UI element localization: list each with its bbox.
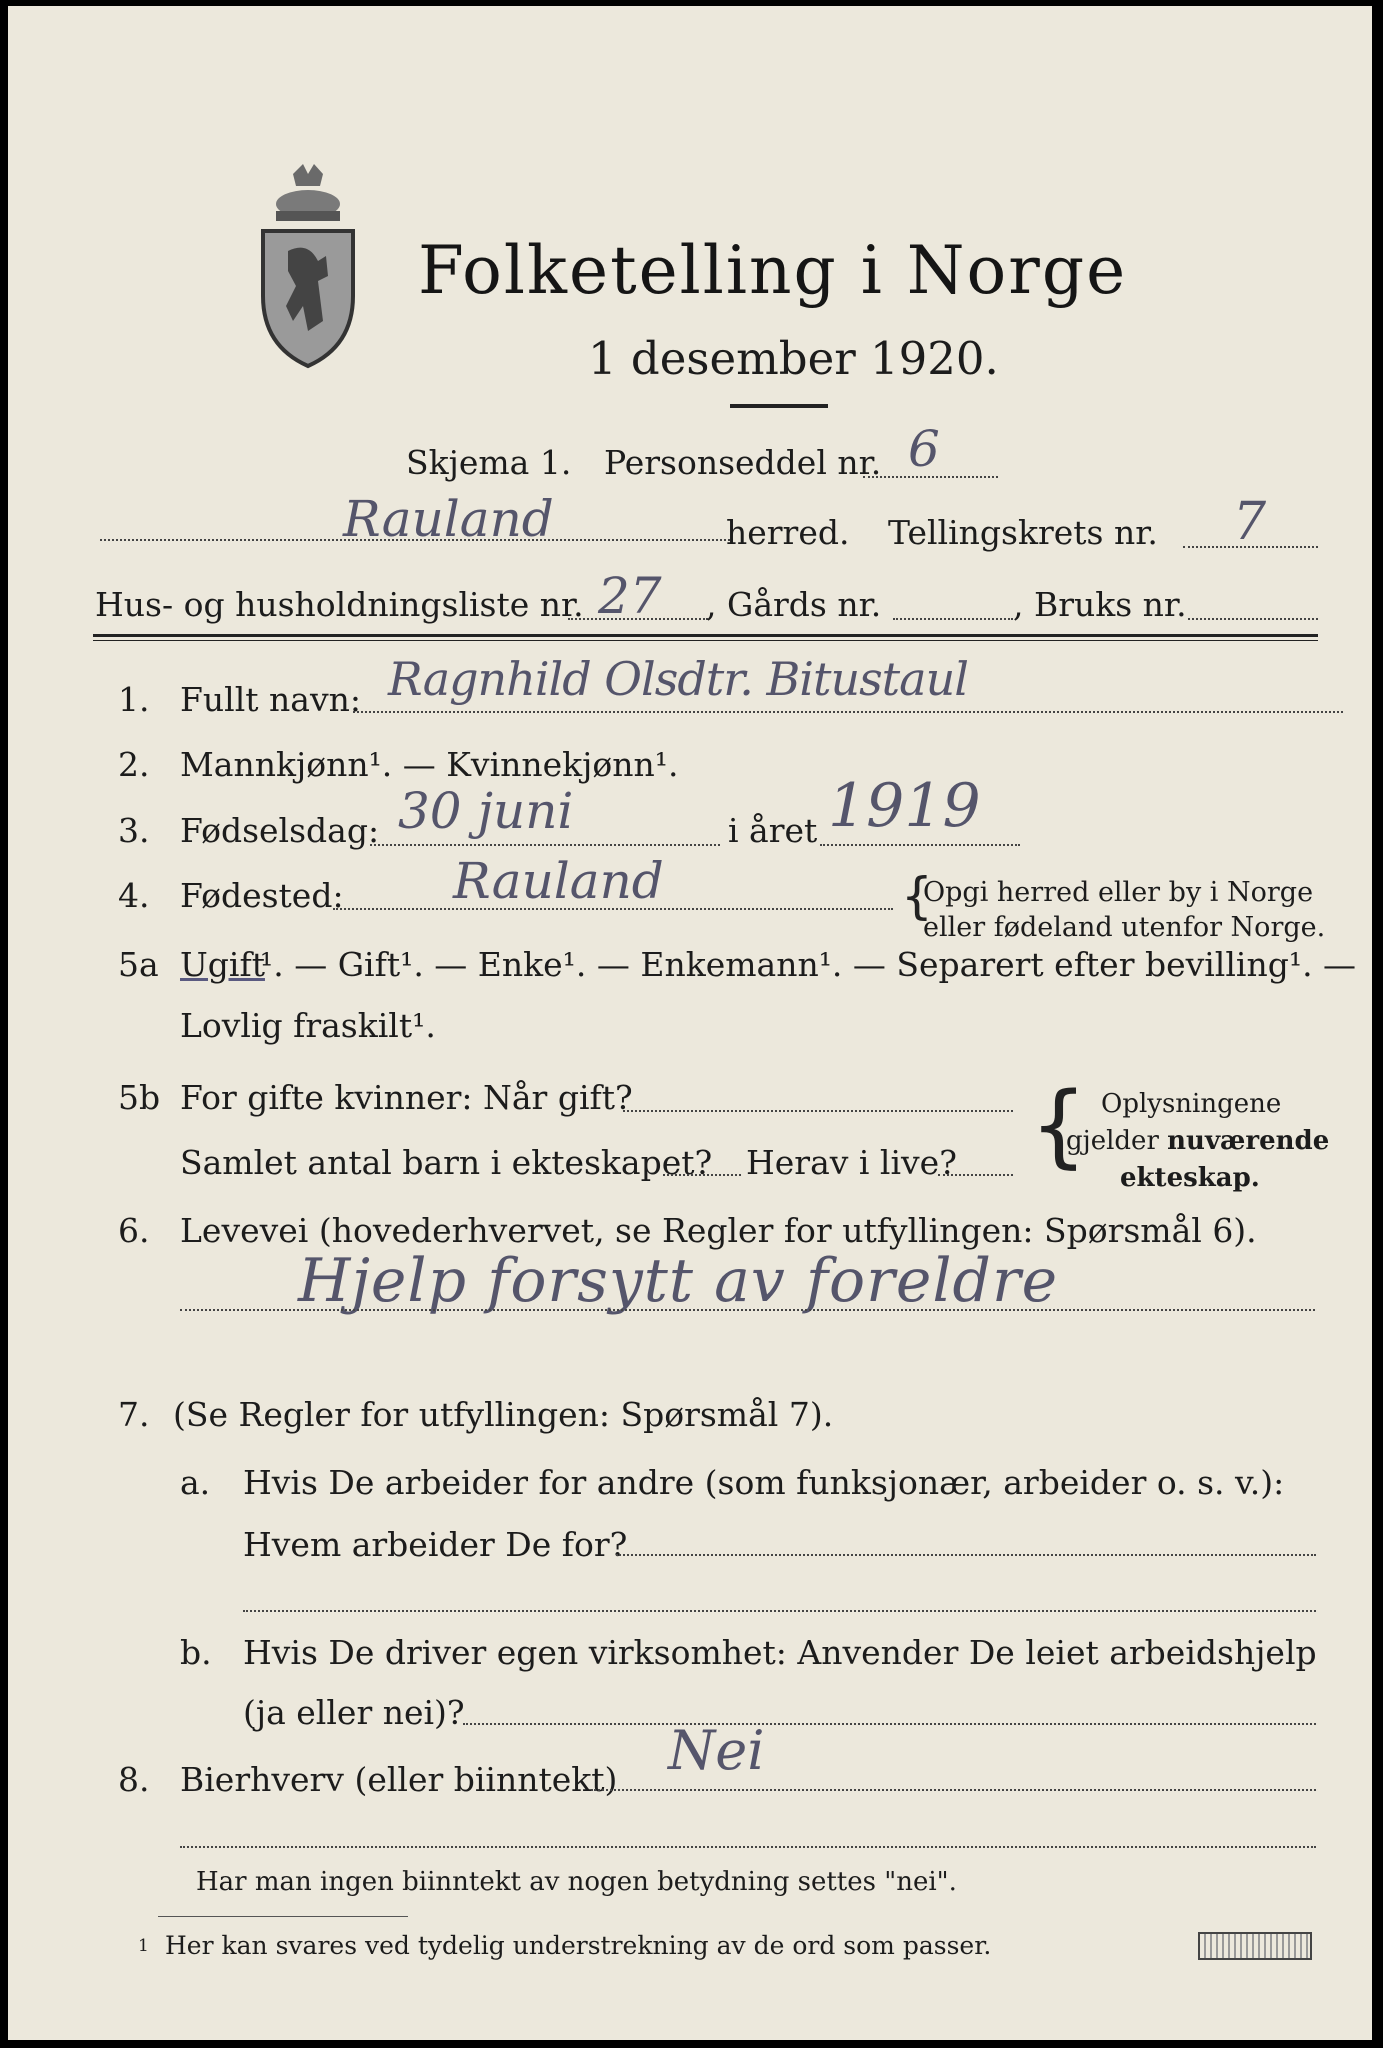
q5b-note-line1: Oplysningene — [1101, 1089, 1282, 1119]
q5a-options: ¹. — Gift¹. — Enke¹. — Enkemann¹. — Separert efter bevilling¹. — — [260, 945, 1357, 984]
q4-note-line2: eller fødeland utenfor Norge. — [923, 912, 1326, 943]
bruks-field-line — [1188, 618, 1318, 620]
form-title: Folketelling i Norge — [418, 232, 1128, 309]
header-rule-bottom — [93, 640, 1318, 641]
q2-label: Mannkjønn¹. — Kvinnekjønn¹. — [180, 745, 679, 784]
q5a-number: 5a — [118, 945, 159, 984]
q6-label: Levevei (hovederhvervet, se Regler for utfyllingen: Spørsmål 6). — [180, 1211, 1257, 1250]
q3-date-value[interactable]: 30 juni — [398, 782, 574, 840]
title-divider — [730, 404, 828, 408]
q8-field-line-2 — [180, 1846, 1316, 1848]
q2-number: 2. — [118, 745, 150, 784]
q5b-number: 5b — [118, 1078, 161, 1117]
q7a-field-line-2 — [243, 1610, 1316, 1612]
q5b-children-label: Samlet antal barn i ekteskapet? — [180, 1143, 713, 1182]
q1-label: Fullt navn: — [180, 680, 361, 719]
printer-stamp — [1198, 1932, 1312, 1960]
q7a-letter: a. — [180, 1463, 211, 1502]
q5b-note-line3: ekteskap. — [1120, 1163, 1260, 1193]
norway-coat-of-arms-icon — [248, 156, 363, 371]
q7b-field-line — [463, 1723, 1316, 1725]
q5b-note-nuvaerende: nuværende — [1167, 1126, 1330, 1156]
census-date: 1 desember 1920. — [588, 332, 999, 385]
tellingskrets-label: Tellingskrets nr. — [888, 513, 1158, 552]
q7-number: 7. — [118, 1395, 150, 1434]
q3-number: 3. — [118, 811, 150, 850]
footnote-text: Her kan svares ved tydelig understrekning av de ord som passer. — [165, 1931, 992, 1960]
q1-field-line — [353, 711, 1343, 713]
q5b-married-field-line — [623, 1110, 1013, 1112]
bruks-label: , Bruks nr. — [1013, 585, 1187, 624]
q5b-brace: { — [1030, 1073, 1088, 1178]
footer-note: Har man ingen biinntekt av nogen betydning settes "nei". — [196, 1867, 957, 1897]
q6-value[interactable]: Hjelp forsytt av foreldre — [298, 1246, 1059, 1316]
q1-value[interactable]: Ragnhild Olsdtr. Bitustaul — [388, 652, 968, 706]
q8-label: Bierhverv (eller biinntekt) — [180, 1760, 618, 1799]
q8-number: 8. — [118, 1760, 150, 1799]
q7a-text: Hvis De arbeider for andre (som funksjonær, arbeider o. s. v.): — [243, 1463, 1285, 1502]
q7b-text: Hvis De driver egen virksomhet: Anvender De leiet arbeidshjelp — [243, 1633, 1317, 1672]
q3-year-label: i året — [728, 811, 818, 850]
q1-number: 1. — [118, 680, 150, 719]
herred-value[interactable]: Rauland — [343, 490, 554, 548]
q8-value[interactable]: Nei — [668, 1719, 765, 1782]
q3-year-value[interactable]: 1919 — [828, 771, 981, 841]
gards-label: , Gårds nr. — [706, 585, 882, 624]
q5a-ugift[interactable]: Ugift — [180, 945, 265, 984]
q7b-letter: b. — [180, 1633, 212, 1672]
footnote-number: 1 — [138, 1936, 149, 1956]
q6-number: 6. — [118, 1211, 150, 1250]
q5b-note-gjelder: gjelder — [1066, 1126, 1168, 1156]
q4-brace: { — [901, 867, 933, 925]
q5a-line2: Lovlig fraskilt¹. — [180, 1006, 436, 1045]
q7-label: (Se Regler for utfyllingen: Spørsmål 7). — [173, 1395, 834, 1434]
q4-label: Fødested: — [180, 876, 344, 915]
hus-label: Hus- og husholdningsliste nr. — [95, 585, 584, 624]
q5b-line1: For gifte kvinner: Når gift? — [180, 1078, 633, 1117]
q7b-question: (ja eller nei)? — [243, 1693, 465, 1732]
footer-rule — [158, 1916, 408, 1917]
gards-field-line — [893, 618, 1013, 620]
q4-note-line1: Opgi herred eller by i Norge — [923, 877, 1314, 908]
q3-year-field-line — [820, 844, 1020, 846]
tellingskrets-value[interactable]: 7 — [1233, 492, 1267, 552]
q3-date-field-line — [370, 844, 720, 846]
herred-label: herred. — [726, 513, 850, 552]
q8-field-line — [591, 1789, 1316, 1791]
q5b-note-line2 — [1066, 1128, 1329, 1154]
skjema-label: Skjema 1. — [406, 443, 572, 482]
personseddel-value[interactable]: 6 — [908, 420, 940, 478]
q4-number: 4. — [118, 876, 150, 915]
personseddel-label: Personseddel nr. — [604, 443, 882, 482]
q6-field-line — [180, 1309, 1315, 1311]
census-form-page — [8, 6, 1372, 2040]
q5b-alive-field-line — [938, 1174, 1013, 1176]
q5b-alive-label: Herav i live? — [746, 1143, 957, 1182]
header-rule-top — [93, 634, 1318, 637]
hus-value[interactable]: 27 — [598, 567, 662, 625]
q4-value[interactable]: Rauland — [453, 852, 664, 910]
q5b-children-field-line — [663, 1174, 741, 1176]
q7a-question: Hvem arbeider De for? — [243, 1525, 628, 1564]
q7a-field-line — [616, 1554, 1316, 1556]
q3-label: Fødselsdag: — [180, 811, 380, 850]
